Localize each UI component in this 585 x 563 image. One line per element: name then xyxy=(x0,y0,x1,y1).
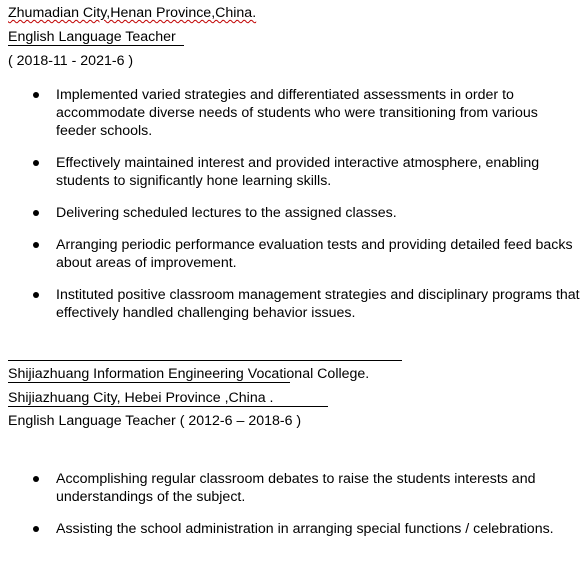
bullet-text: Effectively maintained interest and provided interactive atmosphere, enabling students to significantly hone learning skills. xyxy=(56,155,540,189)
job2-title-dates: English Language Teacher ( 2012-6 – 2018-6 ) xyxy=(8,413,302,429)
list-item xyxy=(0,470,585,506)
job1-location xyxy=(8,4,256,22)
bullet-icon xyxy=(33,526,39,532)
bullet-icon xyxy=(33,242,39,248)
list-item xyxy=(0,286,585,322)
job1-location-text: Zhumadian City,Henan Province,China. xyxy=(8,5,257,21)
bullet-icon xyxy=(33,476,39,482)
list-item xyxy=(0,520,585,538)
bullet-text: Instituted positive classroom management strategies and disciplinary programs that effectively handled challenging behavior issues. xyxy=(56,287,580,321)
bullet-text: Arranging periodic performance evaluation tests and providing detailed feed backs about areas of improvement. xyxy=(56,237,573,271)
job1-dates: ( 2018-11 - 2021-6 ) xyxy=(8,53,134,69)
job2-location: Shijiazhuang City, Hebei Province ,China . xyxy=(8,390,274,406)
job2-bullet-list xyxy=(0,470,585,538)
section-divider xyxy=(8,360,402,361)
bullet-icon xyxy=(33,292,39,298)
list-item xyxy=(0,236,585,272)
job1-bullet-list xyxy=(0,86,585,322)
list-item xyxy=(0,204,585,222)
bullet-text: Accomplishing regular classroom debates to raise the students interests and understandings of the subject. xyxy=(56,471,536,505)
bullet-icon xyxy=(33,160,39,166)
job1-title: English Language Teacher xyxy=(8,29,176,45)
bullet-text: Delivering scheduled lectures to the assigned classes. xyxy=(56,205,397,221)
bullet-text: Implemented varied strategies and differentiated assessments in order to accommodate diverse needs of students who were transitioning from various feeder schools. xyxy=(56,87,538,139)
list-item xyxy=(0,86,585,140)
job2-employer: Shijiazhuang Information Engineering Vocational College. xyxy=(8,366,370,382)
bullet-icon xyxy=(33,92,39,98)
job2-employer-underline xyxy=(8,382,290,383)
bullet-icon xyxy=(33,210,39,216)
bullet-text: Assisting the school administration in arranging special functions / celebrations. xyxy=(56,521,554,537)
job1-title-underline xyxy=(8,45,184,46)
job2-location-underline xyxy=(8,406,328,407)
list-item xyxy=(0,154,585,190)
